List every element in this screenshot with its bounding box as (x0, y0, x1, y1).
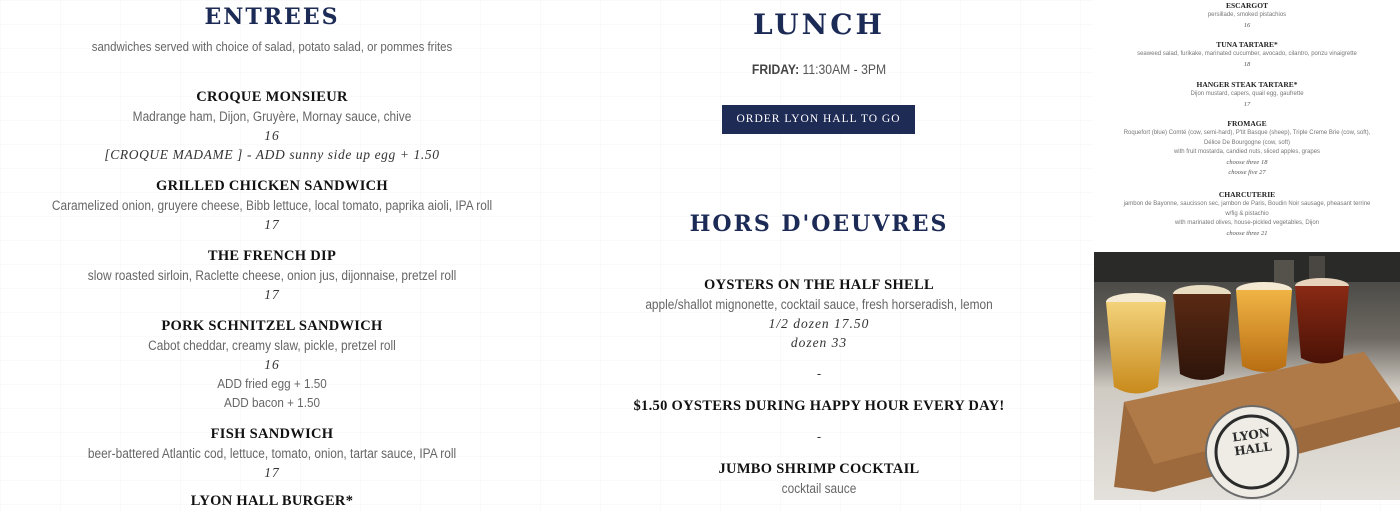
order-to-go-button[interactable]: ORDER LYON HALL TO GO (722, 105, 915, 134)
beer-glass (1173, 285, 1231, 380)
mini-item-tuna-tartare (1094, 40, 1400, 70)
item-price: 16 (264, 357, 280, 372)
item-description: cocktail sauce (781, 481, 857, 496)
item-price: 17 (264, 465, 280, 480)
entrees-heading: ENTREES (204, 4, 340, 30)
item-name: LYON HALL BURGER* (190, 493, 354, 509)
item-description: with marinated olives, house-pickled vegetables, Dijon (1174, 220, 1320, 226)
item-price: choose three 21 (1226, 229, 1268, 237)
right-panel (1094, 0, 1400, 500)
item-price: 17 (1243, 100, 1251, 108)
item-price: 1/2 dozen 17.50 (768, 316, 870, 331)
item-note: [CROQUE MADAME ] - ADD sunny side up egg + 1.50 (104, 147, 440, 162)
mini-item-fromage (1094, 119, 1400, 178)
beer-glass (1236, 282, 1292, 372)
item-description: Dijon mustard, capers, quail egg, gaufrette (1190, 91, 1304, 97)
item-price: 17 (264, 217, 280, 232)
menu-item-croque-monsieur (0, 88, 544, 164)
lunch-section (544, 0, 1094, 500)
item-price: 16 (264, 128, 280, 143)
hours-day: FRIDAY: (751, 62, 800, 77)
item-name: ESCARGOT (1225, 1, 1269, 10)
item-price: choose five 27 (1228, 168, 1266, 176)
divider-dash: - (816, 429, 822, 444)
item-description: beer-battered Atlantic cod, lettuce, tomato, onion, tartar sauce, IPA roll (87, 446, 457, 461)
item-name: GRILLED CHICKEN SANDWICH (156, 178, 388, 194)
item-description: w/fig & pistachio (1225, 210, 1269, 217)
item-name: OYSTERS ON THE HALF SHELL (704, 277, 934, 293)
item-name: THE FRENCH DIP (207, 248, 337, 264)
menu-item-pork-schnitzel (0, 317, 544, 412)
divider-dash: - (816, 366, 822, 381)
coaster-line: LYON (1231, 425, 1271, 445)
item-name: TUNA TARTARE* (1216, 40, 1278, 49)
entrees-subtitle: sandwiches served with choice of salad, potato salad, or pommes frites (91, 39, 453, 54)
mini-item-hanger-steak (1094, 80, 1400, 110)
item-price: dozen 33 (790, 335, 848, 350)
lunch-hours (572, 62, 1067, 77)
item-price: 18 (1243, 60, 1251, 68)
item-name: CHARCUTERIE (1218, 190, 1276, 199)
menu-thumbnail (1094, 0, 1400, 252)
menu-item-shrimp-cocktail (544, 460, 1094, 498)
coaster-line: HALL (1233, 439, 1273, 459)
hours-time: 11:30AM - 3PM (799, 62, 887, 77)
item-name: FISH SANDWICH (210, 426, 334, 442)
item-description: seaweed salad, furikake, marinated cucumber, avocado, cilantro, ponzu vinaigrette (1137, 51, 1357, 57)
item-price: 16 (1243, 21, 1251, 29)
menu-item-grilled-chicken (0, 177, 544, 234)
mini-item-escargot (1094, 1, 1400, 31)
item-description: Roquefort (blue) Comté (cow, semi-hard), P'tit Basque (sheep), Triple Creme Brie (cow, soft), (1123, 130, 1371, 136)
entrees-section (0, 0, 544, 509)
item-name: HANGER STEAK TARTARE* (1196, 80, 1298, 89)
item-add-on: ADD bacon + 1.50 (224, 395, 320, 410)
beer-flight-photo (1094, 252, 1400, 500)
item-price: 17 (264, 287, 280, 302)
menu-item-oysters (544, 276, 1094, 352)
beer-glass (1295, 278, 1349, 364)
item-description: slow roasted sirloin, Raclette cheese, onion jus, dijonnaise, pretzel roll (87, 268, 457, 283)
item-price: choose three 18 (1226, 158, 1268, 166)
item-description: apple/shallot mignonette, cocktail sauce, fresh horseradish, lemon (645, 297, 993, 312)
beer-flight-image (1094, 252, 1400, 500)
item-description: Cabot cheddar, creamy slaw, pickle, pretzel roll (148, 338, 396, 353)
menu-item-fish-sandwich (0, 425, 544, 482)
lunch-heading: LUNCH (753, 8, 885, 41)
beer-glass (1106, 293, 1166, 394)
item-name: CROQUE MONSIEUR (196, 89, 348, 105)
item-description: persillade, smoked pistachios (1207, 12, 1287, 18)
happy-hour-note (544, 397, 1094, 416)
item-description: jambon de Bayonne, saucisson sec, jambon de Paris, Boudin Noir sausage, pheasant terrine (1123, 201, 1371, 207)
item-name: PORK SCHNITZEL SANDWICH (161, 318, 383, 334)
hors-doeuvres-heading: HORS D'OEUVRES (689, 211, 949, 237)
menu-item-french-dip (0, 247, 544, 304)
coaster-logo-text (1230, 425, 1274, 458)
item-description: Caramelized onion, gruyere cheese, Bibb lettuce, local tomato, paprika aioli, IPA roll (51, 198, 493, 213)
mini-item-charcuterie (1094, 190, 1400, 239)
happy-hour-text: $1.50 OYSTERS DURING HAPPY HOUR EVERY DAY! (633, 398, 1005, 414)
item-add-on: ADD fried egg + 1.50 (217, 376, 327, 391)
item-description: with fruit mostarda, candied nuts, sliced apples, grapes (1173, 149, 1321, 155)
item-name: JUMBO SHRIMP COCKTAIL (718, 461, 920, 477)
item-name: FROMAGE (1227, 119, 1267, 128)
item-description: Délice De Bourgogne (cow, soft) (1203, 139, 1291, 146)
item-description: Madrange ham, Dijon, Gruyère, Mornay sauce, chive (132, 109, 412, 124)
menu-item-burger (0, 492, 544, 511)
